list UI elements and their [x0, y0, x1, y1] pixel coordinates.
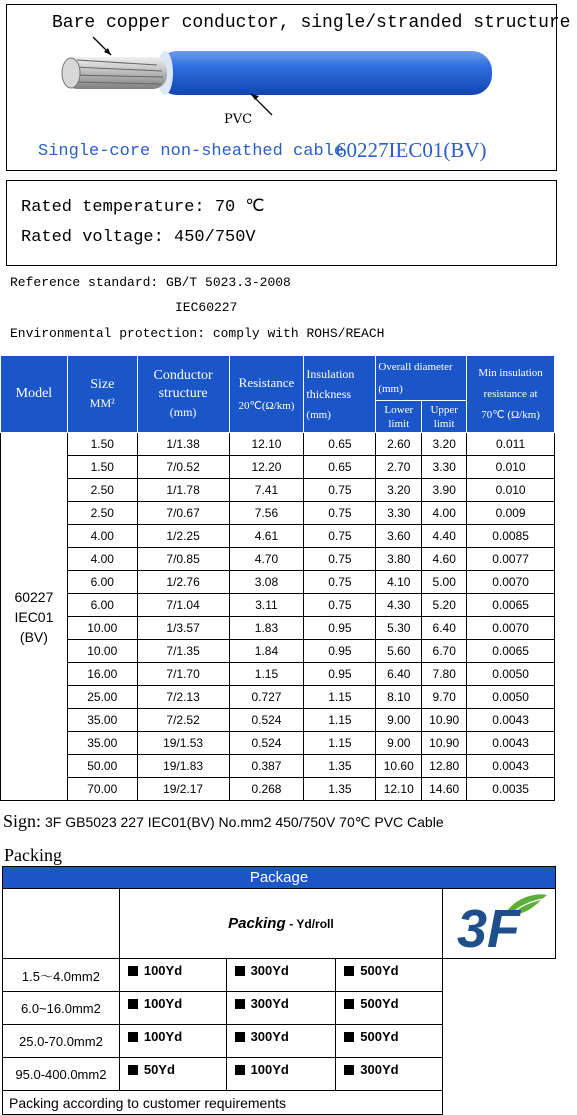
cell-size: 70.00 — [67, 778, 137, 801]
col-min-insulation: Min insulation resistance at 70℃ (Ω/km) — [467, 356, 555, 433]
cell-upper: 6.40 — [422, 617, 467, 640]
cell-size: 4.00 — [67, 548, 137, 571]
cell-upper: 12.80 — [422, 755, 467, 778]
cell-conductor: 7/2.52 — [137, 709, 229, 732]
cell-size: 50.00 — [67, 755, 137, 778]
sign-label: Sign: — [3, 811, 42, 831]
cell-size: 2.50 — [67, 502, 137, 525]
checkbox-square-icon — [235, 1032, 245, 1042]
cell-upper: 10.90 — [422, 709, 467, 732]
cell-size: 1.50 — [67, 456, 137, 479]
cable-name: Single-core non-sheathed cable — [38, 142, 345, 161]
cell-upper: 10.90 — [422, 732, 467, 755]
packing-option — [226, 992, 336, 1025]
svg-text:3F: 3F — [456, 899, 521, 955]
packing-length: 500Yd — [360, 1029, 399, 1044]
checkbox-square-icon — [128, 966, 138, 976]
cell-lower: 9.00 — [376, 709, 422, 732]
cell-resistance: 3.11 — [229, 594, 304, 617]
package-header: Package — [3, 867, 556, 889]
cell-insulation: 1.15 — [304, 686, 376, 709]
environmental-protection: Environmental protection: comply with ROHS/REACH — [10, 326, 385, 341]
cable-code: 60227IEC01(BV) — [336, 138, 487, 162]
cell-lower: 5.60 — [376, 640, 422, 663]
packing-length: 100Yd — [143, 963, 183, 978]
cell-conductor: 7/0.67 — [137, 502, 229, 525]
table-row — [1, 594, 555, 617]
cell-min-insulation: 0.0065 — [467, 640, 555, 663]
cell-conductor: 1/2.25 — [137, 525, 229, 548]
cell-upper: 9.70 — [422, 686, 467, 709]
table-row — [1, 709, 555, 732]
rated-voltage: Rated voltage: 450/750V — [21, 228, 256, 247]
logo-cell — [442, 889, 555, 959]
cell-resistance: 0.727 — [229, 686, 304, 709]
cell-min-insulation: 0.0085 — [467, 525, 555, 548]
table-row — [1, 640, 555, 663]
packing-range: 95.0-400.0mm2 — [3, 1058, 120, 1091]
packing-option — [226, 1058, 336, 1091]
cell-lower: 2.60 — [376, 433, 422, 456]
table-row — [1, 755, 555, 778]
cell-min-insulation: 0.0077 — [467, 548, 555, 571]
cell-lower: 4.10 — [376, 571, 422, 594]
cell-upper: 3.30 — [422, 456, 467, 479]
cell-insulation: 0.75 — [304, 479, 376, 502]
cell-size: 10.00 — [67, 617, 137, 640]
cell-insulation: 1.35 — [304, 755, 376, 778]
table-row — [1, 663, 555, 686]
table-row — [1, 456, 555, 479]
cell-upper: 3.90 — [422, 479, 467, 502]
cell-insulation: 0.95 — [304, 640, 376, 663]
packing-option — [226, 1025, 336, 1058]
checkbox-square-icon — [344, 1065, 354, 1075]
cell-insulation: 0.95 — [304, 617, 376, 640]
cell-size: 6.00 — [67, 594, 137, 617]
model-line: (BV) — [19, 628, 48, 645]
packing-option — [119, 1058, 226, 1091]
rated-temperature: Rated temperature: 70 ℃ — [21, 198, 265, 217]
cell-resistance: 12.20 — [229, 456, 304, 479]
cell-conductor: 19/1.53 — [137, 732, 229, 755]
cell-resistance: 1.83 — [229, 617, 304, 640]
cell-lower: 3.80 — [376, 548, 422, 571]
iec-standard: IEC60227 — [175, 300, 238, 315]
ratings-box — [6, 180, 557, 266]
cell-resistance: 4.70 — [229, 548, 304, 571]
model-line: 60227 — [14, 588, 54, 605]
packing-option — [336, 992, 443, 1025]
cell-insulation: 1.15 — [304, 732, 376, 755]
cell-conductor: 19/2.17 — [137, 778, 229, 801]
table-row — [1, 502, 555, 525]
cable-sheath — [157, 51, 492, 95]
checkbox-square-icon — [235, 966, 245, 976]
cell-insulation: 0.75 — [304, 502, 376, 525]
cell-resistance: 1.15 — [229, 663, 304, 686]
cell-lower: 4.30 — [376, 594, 422, 617]
cell-conductor: 7/1.70 — [137, 663, 229, 686]
table-row — [1, 525, 555, 548]
col-model: Model — [1, 356, 68, 433]
packing-option — [226, 959, 336, 992]
cell-insulation: 0.65 — [304, 456, 376, 479]
packing-option — [119, 992, 226, 1025]
cell-min-insulation: 0.0035 — [467, 778, 555, 801]
table-row — [1, 686, 555, 709]
checkbox-square-icon — [235, 1065, 245, 1075]
cell-resistance: 3.08 — [229, 571, 304, 594]
spec-table — [0, 355, 555, 801]
cell-conductor: 7/0.52 — [137, 456, 229, 479]
cell-lower: 8.10 — [376, 686, 422, 709]
cell-conductor: 19/1.83 — [137, 755, 229, 778]
cell-conductor: 7/1.35 — [137, 640, 229, 663]
cell-size: 25.00 — [67, 686, 137, 709]
table-row — [1, 433, 555, 456]
cell-resistance: 7.41 — [229, 479, 304, 502]
packing-length: 300Yd — [250, 1029, 289, 1044]
cell-upper: 3.20 — [422, 433, 467, 456]
cell-min-insulation: 0.011 — [467, 433, 555, 456]
cell-resistance: 12.10 — [229, 433, 304, 456]
cell-min-insulation: 0.010 — [467, 456, 555, 479]
cell-upper: 4.40 — [422, 525, 467, 548]
cell-insulation: 1.35 — [304, 778, 376, 801]
cell-upper: 14.60 — [422, 778, 467, 801]
cell-conductor: 7/0.85 — [137, 548, 229, 571]
packing-note: Packing according to customer requirements — [3, 1091, 443, 1115]
3f-logo-icon — [447, 889, 551, 955]
cell-lower: 3.20 — [376, 479, 422, 502]
cell-insulation: 0.65 — [304, 433, 376, 456]
packing-option — [119, 959, 226, 992]
packing-length: 100Yd — [250, 1062, 289, 1077]
packing-length: 300Yd — [250, 963, 289, 978]
cell-min-insulation: 0.0065 — [467, 594, 555, 617]
cell-lower: 3.30 — [376, 502, 422, 525]
cell-min-insulation: 0.0050 — [467, 663, 555, 686]
cell-size: 1.50 — [67, 433, 137, 456]
cell-insulation: 0.75 — [304, 594, 376, 617]
cell-min-insulation: 0.0050 — [467, 686, 555, 709]
col-insulation: Insulation thickness (mm) — [304, 356, 376, 433]
col-overall-diameter: Overall diameter (mm) — [376, 356, 467, 401]
sign-text: 3F GB5023 227 IEC01(BV) No.mm2 450/750V 70℃ PVC Cable — [45, 814, 444, 830]
packing-row — [3, 959, 556, 992]
cell-insulation: 0.75 — [304, 548, 376, 571]
col-upper-limit: Upper limit — [422, 401, 467, 433]
cell-conductor: 7/2.13 — [137, 686, 229, 709]
cell-upper: 5.00 — [422, 571, 467, 594]
checkbox-square-icon — [235, 999, 245, 1009]
packing-subheader: Packing - Yd/roll — [119, 889, 442, 959]
cell-min-insulation: 0.0070 — [467, 617, 555, 640]
packing-table — [2, 866, 556, 1115]
cell-insulation: 0.75 — [304, 571, 376, 594]
packing-row — [3, 1025, 556, 1058]
cell-conductor: 1/1.38 — [137, 433, 229, 456]
col-conductor: Conductor structure (mm) — [137, 356, 229, 433]
packing-length: 100Yd — [143, 1029, 183, 1044]
packing-option — [336, 1058, 443, 1091]
packing-length: 300Yd — [250, 996, 289, 1011]
packing-title: Packing — [4, 845, 62, 865]
cell-size: 35.00 — [67, 732, 137, 755]
cell-upper: 4.60 — [422, 548, 467, 571]
cell-lower: 6.40 — [376, 663, 422, 686]
packing-row — [3, 1058, 556, 1091]
cell-lower: 10.60 — [376, 755, 422, 778]
cell-min-insulation: 0.0043 — [467, 755, 555, 778]
packing-range: 25.0-70.0mm2 — [3, 1025, 120, 1058]
pvc-label: PVC — [224, 112, 253, 127]
packing-length: 100Yd — [143, 996, 183, 1011]
cell-min-insulation: 0.0043 — [467, 709, 555, 732]
checkbox-square-icon — [344, 966, 354, 976]
cell-size: 4.00 — [67, 525, 137, 548]
model-line: IEC01 — [14, 608, 54, 625]
cell-conductor: 1/3.57 — [137, 617, 229, 640]
table-row — [1, 778, 555, 801]
table-row — [1, 617, 555, 640]
packing-range: 1.5～4.0mm2 — [3, 959, 120, 992]
cell-lower: 2.70 — [376, 456, 422, 479]
model-cell — [1, 433, 68, 801]
col-size: Size MM² — [67, 356, 137, 433]
cell-insulation: 0.75 — [304, 525, 376, 548]
cell-resistance: 4.61 — [229, 525, 304, 548]
cell-upper: 6.70 — [422, 640, 467, 663]
cell-resistance: 7.56 — [229, 502, 304, 525]
col-lower-limit: Lower limit — [376, 401, 422, 433]
cell-resistance: 1.84 — [229, 640, 304, 663]
packing-length: 300Yd — [360, 1062, 399, 1077]
packing-length: 50Yd — [143, 1062, 175, 1077]
packing-option — [119, 1025, 226, 1058]
checkbox-square-icon — [344, 999, 354, 1009]
checkbox-square-icon — [128, 1065, 138, 1075]
cable-illustration-box — [6, 4, 571, 171]
cell-min-insulation: 0.010 — [467, 479, 555, 502]
cell-size: 6.00 — [67, 571, 137, 594]
sign-line — [3, 811, 444, 832]
cell-size: 10.00 — [67, 640, 137, 663]
cell-insulation: 1.15 — [304, 709, 376, 732]
conductor-label: Bare copper conductor, single/stranded structure — [52, 13, 571, 33]
table-row — [1, 479, 555, 502]
checkbox-square-icon — [128, 1032, 138, 1042]
col-resistance: Resistance 20℃(Ω/km) — [229, 356, 304, 433]
cell-size: 35.00 — [67, 709, 137, 732]
cell-insulation: 0.95 — [304, 663, 376, 686]
packing-row — [3, 992, 556, 1025]
cell-conductor: 1/1.78 — [137, 479, 229, 502]
cell-lower: 9.00 — [376, 732, 422, 755]
packing-range: 6.0~16.0mm2 — [3, 992, 120, 1025]
packing-length: 500Yd — [360, 963, 399, 978]
table-row — [1, 571, 555, 594]
cell-min-insulation: 0.0070 — [467, 571, 555, 594]
cell-lower: 5.30 — [376, 617, 422, 640]
cell-upper: 5.20 — [422, 594, 467, 617]
cell-resistance: 0.268 — [229, 778, 304, 801]
packing-length: 500Yd — [360, 996, 399, 1011]
cell-lower: 12.10 — [376, 778, 422, 801]
cell-min-insulation: 0.009 — [467, 502, 555, 525]
packing-option — [336, 1025, 443, 1058]
checkbox-square-icon — [344, 1032, 354, 1042]
packing-option — [336, 959, 443, 992]
cell-conductor: 7/1.04 — [137, 594, 229, 617]
cell-size: 2.50 — [67, 479, 137, 502]
cell-resistance: 0.524 — [229, 732, 304, 755]
table-row — [1, 732, 555, 755]
cell-min-insulation: 0.0043 — [467, 732, 555, 755]
cell-resistance: 0.524 — [229, 709, 304, 732]
cell-upper: 7.80 — [422, 663, 467, 686]
cell-upper: 4.00 — [422, 502, 467, 525]
cell-resistance: 0.387 — [229, 755, 304, 778]
cell-lower: 3.60 — [376, 525, 422, 548]
reference-standard: Reference standard: GB/T 5023.3-2008 — [10, 275, 291, 290]
cell-conductor: 1/2.76 — [137, 571, 229, 594]
checkbox-square-icon — [128, 999, 138, 1009]
table-row — [1, 548, 555, 571]
cell-size: 16.00 — [67, 663, 137, 686]
